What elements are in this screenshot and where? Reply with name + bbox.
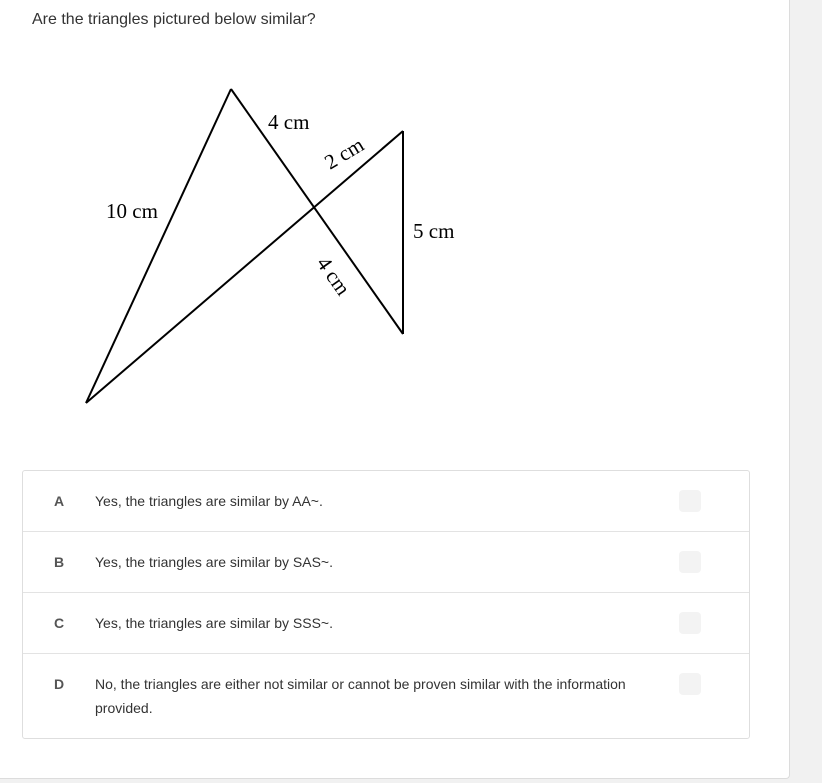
label-upper-right-segment: 2 cm xyxy=(320,132,369,175)
option-d-checkbox[interactable] xyxy=(679,673,701,695)
label-left-side: 10 cm xyxy=(106,199,158,223)
question-text: Are the triangles pictured below similar? xyxy=(32,11,316,28)
label-top-segment: 4 cm xyxy=(268,110,310,134)
option-d-letter: D xyxy=(54,676,65,692)
option-a-letter: A xyxy=(54,493,65,509)
option-a-text: Yes, the triangles are similar by AA~. xyxy=(95,493,323,509)
option-a[interactable] xyxy=(23,471,749,532)
option-c[interactable] xyxy=(23,593,749,654)
option-b-text: Yes, the triangles are similar by SAS~. xyxy=(95,554,333,570)
left-side-line xyxy=(86,89,231,403)
option-b-checkbox[interactable] xyxy=(679,551,701,573)
answer-options xyxy=(22,470,750,739)
crossing-diagonal-line xyxy=(231,89,403,334)
option-c-text: Yes, the triangles are similar by SSS~. xyxy=(95,615,333,631)
label-lower-segment: 4 cm xyxy=(311,252,356,300)
option-d[interactable] xyxy=(23,654,749,738)
option-d-text: No, the triangles are either not similar or cannot be proven similar with the information provided. xyxy=(95,676,626,716)
option-c-checkbox[interactable] xyxy=(679,612,701,634)
option-c-letter: C xyxy=(54,615,65,631)
option-a-checkbox[interactable] xyxy=(679,490,701,512)
option-b[interactable] xyxy=(23,532,749,593)
label-right-side: 5 cm xyxy=(413,219,455,243)
option-b-letter: B xyxy=(54,554,65,570)
